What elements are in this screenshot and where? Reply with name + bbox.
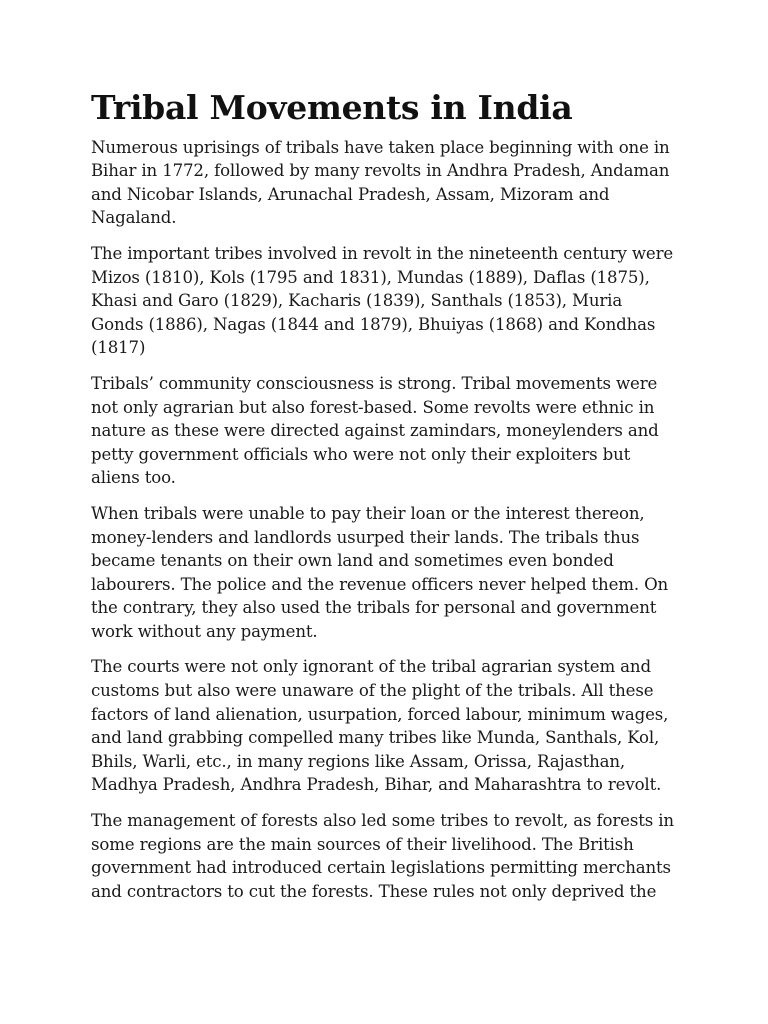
paragraph-5: The courts were not only ignorant of the tribal agrarian system and customs but also were unaware of the plight of the tribals. All these factors of land alienation, usurpation, forced labour, minimum wages, and land grabbing compelled many tribes like Munda, Santhals, Kol, Bhils, Warli, etc., in many regions like Assam, Orissa, Rajasthan, Madhya Pradesh, Andhra Pradesh, Bihar, and Maharashtra to revolt. — [91, 657, 669, 795]
paragraph-3: Tribals’ community consciousness is strong. Tribal movements were not only agrarian but also forest-based. Some revolts were ethnic in nature as these were directed against zamindars, moneylenders and petty government officials who were not only their exploiters but aliens too. — [91, 373, 659, 488]
document-title: Tribal Movements in India — [91, 88, 573, 127]
paragraph-6: The management of forests also led some tribes to revolt, as forests in some regions are the main sources of their livelihood. The British government had introduced certain legislations permitting merchants and contractors to cut the forests. These rules not only deprived the — [91, 811, 674, 901]
paragraph-2: The important tribes involved in revolt in the nineteenth century were Mizos (1810), Kols (1795 and 1831), Mundas (1889), Daflas (1875), Khasi and Garo (1829), Kacharis (1839), Santhals (1853), Muria Gonds (1886), Nagas (1844 and 1879), Bhuiyas (1868) and Kondhas (1817) — [91, 243, 674, 358]
paragraph-4: When tribals were unable to pay their loan or the interest thereon, money-lenders and landlords usurped their lands. The tribals thus became tenants on their own land and sometimes even bonded labourers. The police and the revenue officers never helped them. On the contrary, they also used the tribals for personal and government work without any payment. — [91, 503, 669, 641]
paragraph-1: Numerous uprisings of tribals have taken place beginning with one in Bihar in 1772, followed by many revolts in Andhra Pradesh, Andaman and Nicobar Islands, Arunachal Pradesh, Assam, Mizoram and Nagaland. — [91, 137, 670, 228]
